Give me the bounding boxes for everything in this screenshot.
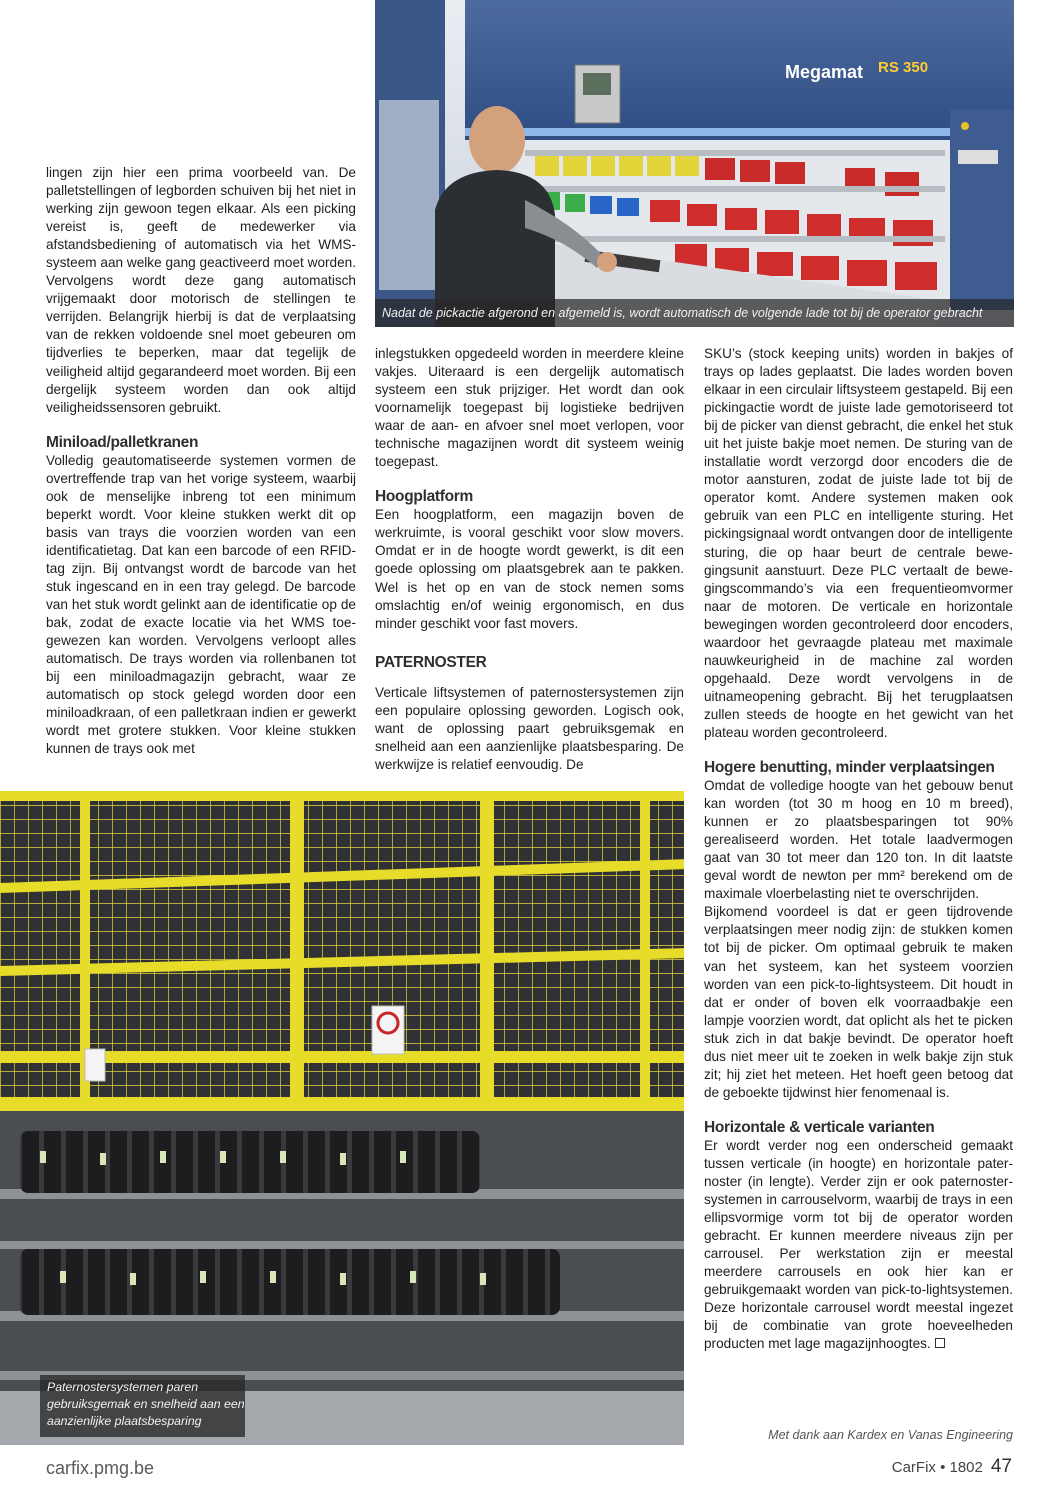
heading-hogere-benutting: Hogere benutting, minder verplaatsingen <box>704 759 995 777</box>
column-3 <box>704 345 1013 1353</box>
credit-line: Met dank aan Kardex en Vanas Engineering <box>768 1428 1013 1442</box>
page-number: 47 <box>990 1456 1012 1477</box>
column-2 <box>375 345 684 774</box>
heading-varianten: Horizontale & verticale varianten <box>704 1118 935 1136</box>
col1-paragraph-1: lingen zijn hier een prima voorbeeld van. De palletstellingen of legborden schuiven bij het niet in werking zijn gewoon tegen elkaar. Als een picking vereist is, geeft de medewerker via afstandsbediening of automatisch via het WMS-systeem aan welke gang geactiveerd moet worden. Vervolgens wordt deze gang automatisch vrijgemaakt door motorisch de stellingen te verrijden. Belangrijk hierbij is dat de verplaatsing van de rekken voldoende snel moet gebeuren om tijdverlies te beperken, maar dat tegelijk de veiligheid altijd gegarandeerd moet worden. Bij een dergelijk systeem worden dan ook altijd veiligheidssensoren gebruikt. <box>46 165 356 415</box>
footer-site[interactable]: carfix.pmg.be <box>46 1458 155 1478</box>
footer-magazine: CarFix • 1802 <box>891 1459 983 1476</box>
footer-page-info <box>892 1456 1012 1478</box>
end-square-icon <box>935 1338 945 1348</box>
megamat-photo <box>375 0 1014 327</box>
col3-paragraph-3: Bijkomend voordeel is dat er geen tijdrovende verplaatsingen meer nodig zijn: de stukken komen tot bij de picker. Om optimaal gebruik te maken van het systeem, kan het systeem voorzien worden van een pick-to-lightsysteem. Dit houdt in dat er onder of boven elk voorraadbakje een lampje voorzien wordt, dat oplicht als het te picken stuk zich in dat bakje bevindt. De operator hoeft dus niet meer uit te zoeken in welk bakje zijn stuk zit; hij ziet het meteen. Het hoeft geen betoog dat de geboekte tijdwinst hier fenomenaal is. <box>704 904 1013 1100</box>
machine-model: RS 350 <box>878 59 929 76</box>
photo2-caption: Paternostersystemen paren gebruiksgemak en snelheid aan een aanzienlijke plaatsbesparing <box>40 1375 245 1437</box>
machine-label: Megamat <box>785 62 864 82</box>
heading-hoogplatform: Hoogplatform <box>375 488 473 506</box>
col2-paragraph-1: inlegstukken opgedeeld worden in meerdere kleine vakjes. Uiteraard is een dergelijk automatisch systeem een stuk prijziger. Het wordt dan ook voornamelijk toegepast bij logistieke bedrijven waar de aan- en afvoer snel moet verlopen, voor technische magazijnen wordt dit systeem weinig toegepast. <box>375 346 684 470</box>
column-1 <box>46 164 356 758</box>
heading-miniload: Miniload/palletkranen <box>46 433 199 451</box>
col3-paragraph-2: Omdat de volledige hoogte van het gebouw benut kan worden (tot 30 m hoog en 10 m breed), kunnen er zo plaatsbesparingen tot 90% gerealiseerd worden. Het totale laadvermogen gaat van 30 tot meer dan 120 ton. In dit laatste geval wordt de newton per mm² berekend om de maximale vloerbelasting niet te overschrijden. <box>704 778 1013 902</box>
photo1-caption: Nadat de pickactie afgerond en afgemeld is, wordt automatisch de volgende lade tot bij de operator gebracht <box>375 299 1014 327</box>
col3-paragraph-4-text: Er wordt verder nog een onderscheid gemaakt tussen verticale (in hoogte) en horizontale paternoster (in lengte). Verder zijn er ook paternostersystemen in carrouselvorm, waarbij de trays in een ellipsvormige vorm tot bij de operator worden gebracht. Er kunnen meerdere niveaus zijn per carrousel. Per werkstation zijn er meestal meerdere carrousels en ook hier kan er gebruikgemaakt worden van pick-to-lightsystemen. Deze horizontale carrousel wordt meestal ingezet bij de combinatie van grote hoeveelheden producten met lage magazijnhoogtes. <box>704 1137 1013 1352</box>
col2-paragraph-3: Verticale liftsystemen of paternostersystemen zijn een populaire oplossing geworden. Logisch ook, want de oplossing paart gebruiksgemak en snelheid aan een aanzienlijke plaatsbesparing. De werkwijze is relatief eenvoudig. De <box>375 684 684 772</box>
col3-paragraph-1: SKU’s (stock keeping units) worden in bakjes of trays op lades geplaatst. Die lades worden boven elkaar in een circulair liftsysteem gestapeld. Bij een pickingactie wordt de juiste lade gemotoriseerd tot bij de picker van dienst gebracht, die enkel het stuk uit het juiste bakje moet nemen. De sturing van de installatie wordt verzorgd door encoders die de motor aansturen, zodat de juiste lade tot bij de operator komt. Andere systemen maken ook gebruik van een PLC en intelligente sturing. Het pickingsignaal wordt ontvangen door de intelligente sturing, die op haar beurt de centrale bewegingsunit aanstuurt. Deze PLC vertaalt de bewegingscommando’s via een frequentieomvormer naar de motoren. De verticale en horizontale bewegingen worden gecontroleerd door encoders, waardoor het gevraagde plateau met maximale nauwkeurigheid in de machine zal worden opgehaald. Deze wordt vervolgens in de uitnameopening gebracht. Bij het terugplaatsen zullen steeds de hoogte en het gewicht van het plateau worden gecontroleerd. <box>704 346 1013 740</box>
tire-storage-photo <box>0 791 684 1445</box>
megamat-illustration <box>375 0 1014 327</box>
tire-storage-illustration <box>0 791 684 1445</box>
col3-paragraph-4 <box>704 1137 1013 1354</box>
col1-paragraph-2: Volledig geautomatiseerde systemen vormen de overtreffende trap van het vorige systeem, waarbij ook de menselijke inbreng tot een minimum beperkt wordt. Voor kleine stukken werkt dit op basis van trays die voorzien worden van een identificatietag. Dat kan een barcode of een RFID-tag zijn. Bij ontvangst wordt de barcode van het stuk ingescand en in een tray gelegd. De barcode van het stuk wordt gelinkt aan de identificatie op de bak, zodat de exacte locatie via het WMS toegewezen kan worden. Vervolgens verloopt alles automatisch. De trays worden via rollenbanen tot bij een miniloadmagazijn gebracht, waar ze automatisch op stock gelegd worden door een miniloadkraan, of een palletkraan indien er gewerkt wordt met grotere stukken. Voor kleine stukken kunnen de trays ook met <box>46 452 356 757</box>
col2-paragraph-2: Een hoogplatform, een magazijn boven de werkruimte, is vooral geschikt voor slow movers. Omdat er in de hoogte wordt gewerkt, is dit een goede oplossing om plaatsgebrek aan te pakken. Wel is het op en van de stock nemen soms omslachtig en/of weinig ergonomisch, en dus minder geschikt voor fast movers. <box>375 507 684 631</box>
heading-paternoster: PATERNOSTER <box>375 653 487 671</box>
